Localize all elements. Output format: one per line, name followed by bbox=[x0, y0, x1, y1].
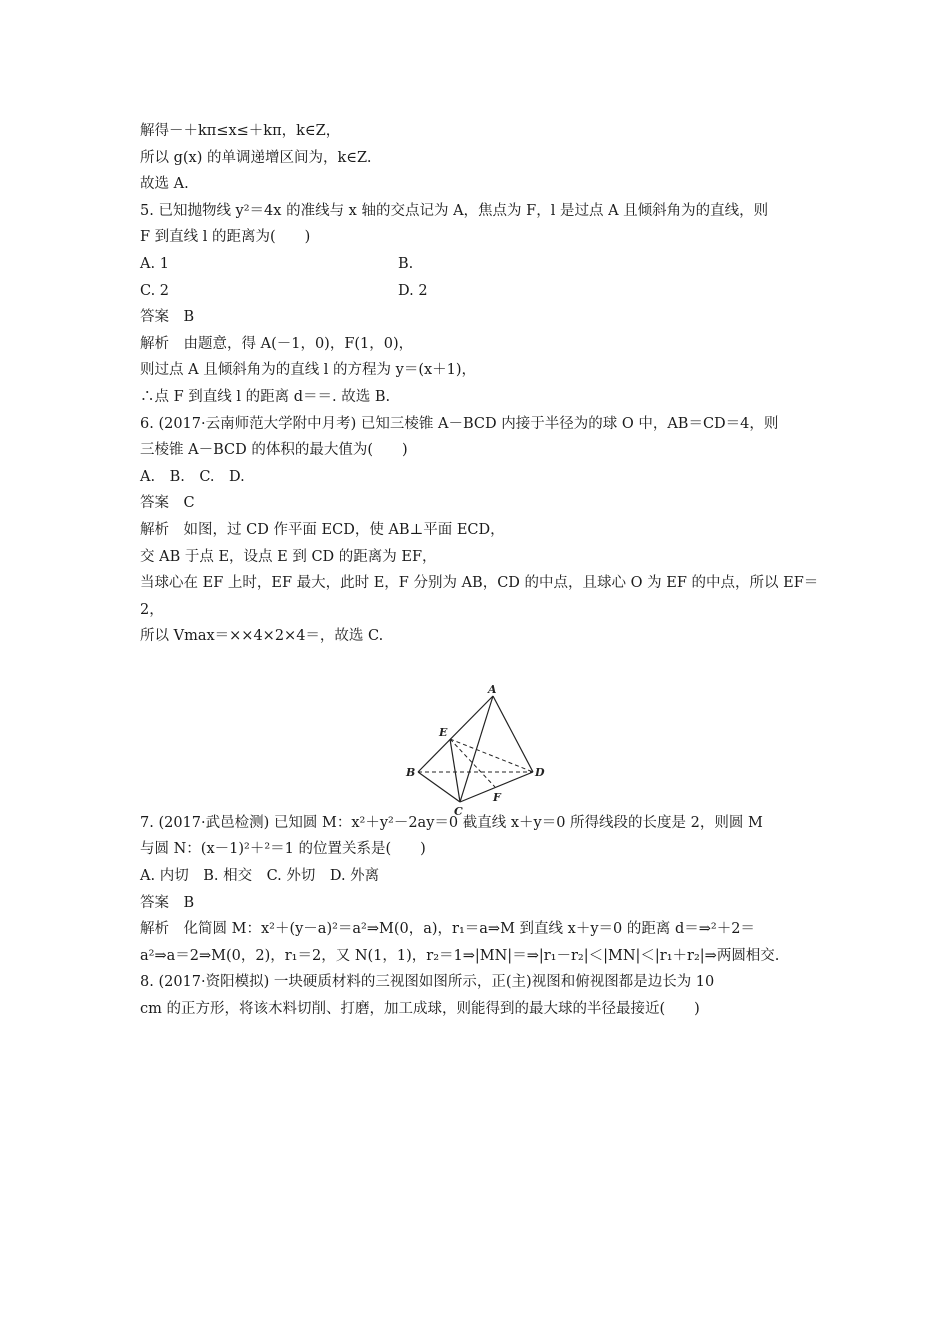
question-7-stem: 与圆 N：(x－1)²＋²＝1 的位置关系是( ) bbox=[140, 841, 426, 858]
option-a: A. 1 bbox=[140, 255, 169, 272]
edge-ad bbox=[493, 696, 533, 772]
question-6-solution: 交 AB 于点 E，设点 E 到 CD 的距离为 EF， bbox=[140, 548, 437, 565]
option-d: D. 2 bbox=[398, 282, 428, 299]
question-6-stem: 6. (2017·云南师范大学附中月考) 已知三棱锥 A－BCD 内接于半径为的球 O 中，AB＝CD＝4，则 bbox=[140, 415, 779, 432]
question-6-solution: 当球心在 EF 上时，EF 最大，此时 E，F 分别为 AB，CD 的中点，且球心 O 为 EF 的中点，所以 EF＝ bbox=[140, 575, 819, 592]
label-d: D bbox=[535, 766, 545, 779]
option-b: B. bbox=[398, 255, 414, 272]
question-6-solution: 解析 如图，过 CD 作平面 ECD，使 AB⊥平面 ECD， bbox=[140, 521, 505, 538]
text-line: 解得－＋kπ≤x≤＋kπ，k∈Z， bbox=[140, 123, 341, 139]
question-6-stem: 三棱锥 A－BCD 的体积的最大值为( ) bbox=[140, 442, 408, 459]
question-5-options-row1 bbox=[140, 251, 820, 278]
question-7-answer: 答案 B bbox=[140, 894, 195, 911]
question-7-options: A. 内切 B. 相交 C. 外切 D. 外离 bbox=[140, 868, 380, 885]
question-5-stem: 5. 已知抛物线 y²＝4x 的准线与 x 轴的交点记为 A，焦点为 F，l 是过点 A 且倾斜角为的直线，则 bbox=[140, 202, 769, 219]
question-6-solution: 所以 Vmax＝××4×2×4＝，故选 C. bbox=[140, 628, 384, 645]
label-a: A bbox=[488, 683, 497, 696]
question-7-stem: 7. (2017·武邑检测) 已知圆 M：x²＋y²－2ay＝0 截直线 x＋y＝0 所得线段的长度是 2，则圆 M bbox=[140, 814, 763, 831]
tetrahedron-diagram bbox=[405, 682, 550, 818]
question-6-answer: 答案 C bbox=[140, 495, 195, 512]
text-line: 所以 g(x) 的单调递增区间为，k∈Z. bbox=[140, 149, 372, 166]
question-5-options-row2 bbox=[140, 278, 820, 305]
question-5-stem: F 到直线 l 的距离为( ) bbox=[140, 229, 311, 246]
question-5-answer: 答案 B bbox=[140, 309, 195, 326]
label-b: B bbox=[406, 766, 416, 779]
question-5-solution: 解析 由题意，得 A(－1，0)，F(1，0)， bbox=[140, 335, 414, 352]
label-f: F bbox=[493, 791, 501, 804]
text-line: 故选 A. bbox=[140, 176, 189, 193]
question-5-solution: ∴点 F 到直线 l 的距离 d＝＝. 故选 B. bbox=[140, 388, 391, 405]
option-c: C. 2 bbox=[140, 282, 170, 299]
question-8-stem: cm 的正方形，将该木料切削、打磨，加工成球，则能得到的最大球的半径最接近( ) bbox=[140, 1001, 700, 1018]
edge-bc bbox=[418, 772, 460, 802]
question-6-solution: 2， bbox=[140, 601, 164, 618]
segment-ed-hidden bbox=[450, 739, 533, 772]
label-e: E bbox=[439, 726, 448, 739]
tetrahedron-figure bbox=[405, 682, 550, 818]
question-5-solution: 则过点 A 且倾斜角为的直线 l 的方程为 y＝(x＋1)， bbox=[140, 362, 477, 379]
question-6-options: A. B. C. D. bbox=[140, 468, 245, 485]
document-page bbox=[140, 118, 820, 1023]
label-c: C bbox=[454, 805, 463, 818]
question-8-stem: 8. (2017·资阳模拟) 一块硬质材料的三视图如图所示，正(主)视图和俯视图都是边长为 10 bbox=[140, 974, 715, 991]
segment-ec bbox=[450, 739, 460, 802]
question-7-solution: a²⇒a＝2⇒M(0，2)，r₁＝2，又 N(1，1)，r₂＝1⇒|MN|＝⇒|r₁－r₂|＜|MN|＜|r₁＋r₂|⇒两圆相交. bbox=[140, 947, 780, 964]
question-7-solution: 解析 化简圆 M：x²＋(y－a)²＝a²⇒M(0，a)，r₁＝a⇒M 到直线 x＋y＝0 的距离 d＝⇒²＋2＝ bbox=[140, 921, 755, 938]
